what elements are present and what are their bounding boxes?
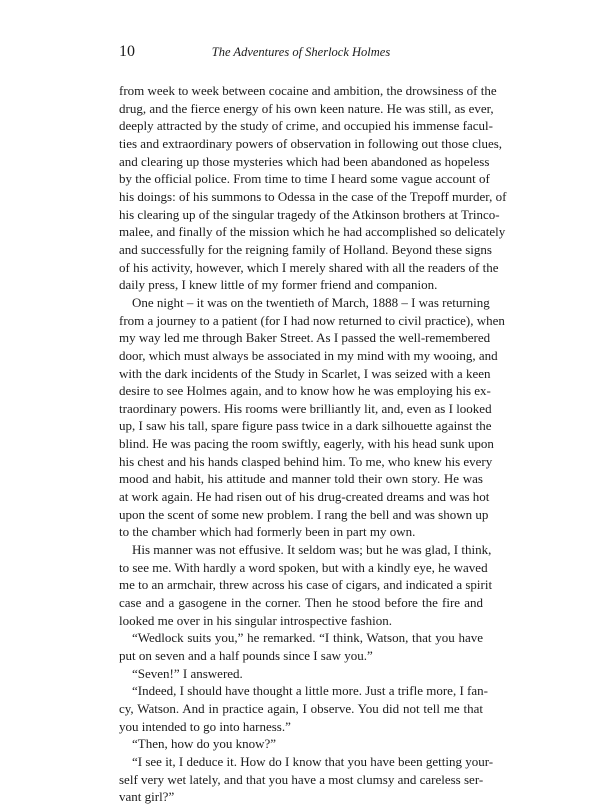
text-line: his chest and his hands clasped behind him. To me, who knew his every: [119, 453, 493, 469]
text-line: “I see it, I deduce it. How do I know that you have been getting your-: [132, 753, 494, 769]
text-line: door, which must always be associated in my mind with my wooing, and: [119, 347, 498, 363]
text-line: self very wet lately, and that you have a most clumsy and careless ser-: [119, 771, 484, 787]
page-number: 10: [119, 43, 135, 60]
text-line: ties and extraordinary powers of observation in following out those clues,: [119, 135, 503, 151]
text-line: his doings: of his summons to Odessa in the case of the Trepoff murder, of: [119, 188, 507, 204]
book-title: The Adventures of Sherlock Holmes: [211, 45, 391, 59]
text-line: desire to see Holmes again, and to know how he was employing his ex-: [119, 383, 491, 399]
text-line: to the chamber which had formerly been in part my own.: [119, 524, 416, 540]
text-line: “Then, how do you know?”: [132, 736, 277, 752]
text-line: from week to week between cocaine and ambition, the drowsiness of the: [119, 83, 497, 98]
text-line: His manner was not effusive. It seldom was; but he was glad, I think,: [132, 542, 492, 558]
text-line: with the dark incidents of the Study in Scarlet, I was seized with a keen: [119, 365, 491, 381]
text-line: “Wedlock suits you,” he remarked. “I think, Watson, that you have: [132, 630, 483, 646]
text-line: drug, and the fierce energy of his own keen nature. He was still, as ever,: [119, 100, 494, 116]
text-line: put on seven and a half pounds since I saw you.”: [119, 648, 373, 663]
text-line: upon the scent of some new problem. I rang the bell and was shown up: [119, 506, 489, 522]
text-line: his clearing up of the singular tragedy of the Atkinson brothers at Trinco-: [119, 206, 500, 222]
text-line: up, I saw his tall, spare figure pass twice in a dark silhouette against the: [119, 418, 492, 434]
text-line: mood and habit, his attitude and manner told their own story. He was: [119, 471, 483, 487]
text-line: looked me over in his singular introspective fashion.: [119, 612, 392, 628]
text-line: One night – it was on the twentieth of March, 1888 – I was returning: [132, 294, 490, 310]
text-line: and clearing up those mysteries which had been abandoned as hopeless: [119, 153, 490, 169]
text-line: cy, Watson. And in practice again, I observe. You did not tell me that: [119, 700, 483, 716]
text-line: deeply attracted by the study of crime, and occupied his immense facul-: [119, 118, 493, 134]
text-line: to see me. With hardly a word spoken, but with a kindly eye, he waved: [119, 559, 488, 575]
body-text: [119, 82, 507, 806]
text-line: by the official police. From time to time I heard some vague account of: [119, 171, 490, 187]
text-line: “Indeed, I should have thought a little more. Just a trifle more, I fan-: [132, 683, 488, 699]
running-head: [119, 43, 483, 63]
text-line: from a journey to a patient (for I had now returned to civil practice), when: [119, 312, 505, 328]
text-line: you intended to go into harness.”: [119, 718, 291, 734]
text-line: my way led me through Baker Street. As I passed the well-remembered: [119, 330, 491, 346]
text-line: vant girl?”: [119, 789, 175, 805]
text-line: at work again. He had risen out of his drug-created dreams and was hot: [119, 489, 490, 505]
text-line: blind. He was pacing the room swiftly, eagerly, with his head sunk upon: [119, 436, 494, 452]
text-line: malee, and finally of the mission which he had accomplished so delicately: [119, 224, 506, 240]
text-line: of his activity, however, which I merely shared with all the readers of the: [119, 259, 499, 275]
text-line: me to an armchair, threw across his case of cigars, and indicated a spirit: [119, 577, 493, 593]
text-line: “Seven!” I answered.: [132, 665, 243, 681]
text-line: case and a gasogene in the corner. Then he stood before the fire and: [119, 595, 483, 611]
text-line: and successfully for the reigning family of Holland. Beyond these signs: [119, 241, 492, 257]
text-line: traordinary powers. His rooms were brilliantly lit, and, even as I looked: [119, 400, 492, 416]
text-line: daily press, I knew little of my former friend and companion.: [119, 277, 438, 293]
